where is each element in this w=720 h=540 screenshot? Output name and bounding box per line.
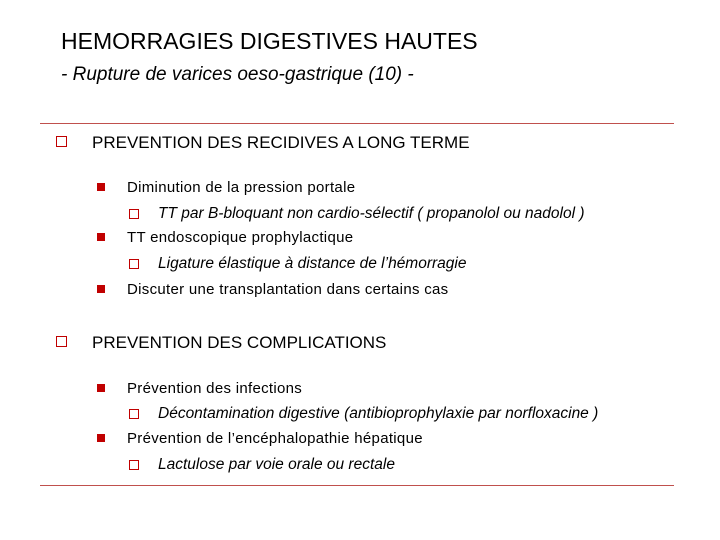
hollow-square-bullet-icon: [56, 136, 67, 147]
section-heading-text: PREVENTION DES COMPLICATIONS: [92, 333, 387, 352]
list-item-text: Discuter une transplantation dans certains cas: [127, 281, 449, 298]
sub-list-item-text: TT par B-bloquant non cardio-sélectif ( propanolol ou nadolol ): [158, 205, 585, 222]
hollow-square-bullet-icon: [129, 409, 139, 419]
filled-square-bullet-icon: [97, 434, 105, 442]
filled-square-bullet-icon: [97, 233, 105, 241]
list-item-text: TT endoscopique prophylactique: [127, 229, 354, 246]
hollow-square-bullet-icon: [56, 336, 67, 347]
hollow-square-bullet-icon: [129, 460, 139, 470]
sub-list-item-text: Lactulose par voie orale ou rectale: [158, 456, 395, 473]
filled-square-bullet-icon: [97, 183, 105, 191]
filled-square-bullet-icon: [97, 285, 105, 293]
section-heading-text: PREVENTION DES RECIDIVES A LONG TERME: [92, 133, 470, 152]
filled-square-bullet-icon: [97, 384, 105, 392]
hollow-square-bullet-icon: [129, 259, 139, 269]
top-divider: [40, 123, 674, 124]
sub-list-item-text: Ligature élastique à distance de l’hémorragie: [158, 255, 467, 272]
bottom-divider: [40, 485, 674, 486]
sub-list-item-text: Décontamination digestive (antibioprophylaxie par norfloxacine ): [158, 405, 599, 422]
list-item-text: Prévention des infections: [127, 380, 303, 397]
slide-subtitle: - Rupture de varices oeso-gastrique (10) -: [61, 64, 414, 85]
hollow-square-bullet-icon: [129, 209, 139, 219]
list-item-text: Diminution de la pression portale: [127, 179, 356, 196]
list-item-text: Prévention de l’encéphalopathie hépatique: [127, 430, 423, 447]
slide-title: HEMORRAGIES DIGESTIVES HAUTES: [61, 28, 478, 54]
